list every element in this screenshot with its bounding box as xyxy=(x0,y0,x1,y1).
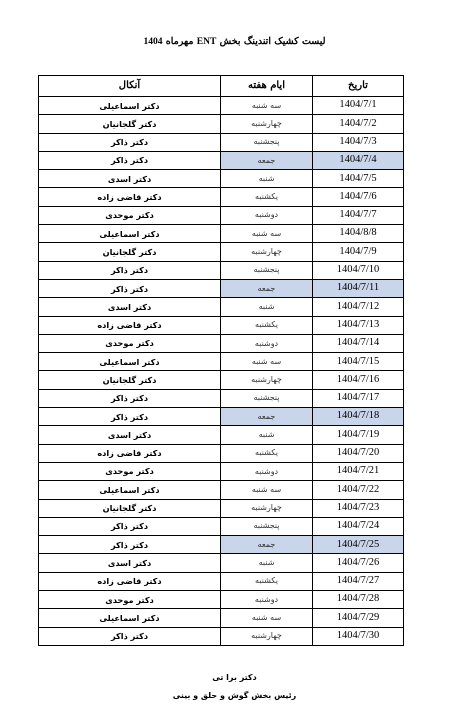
table-row xyxy=(39,97,404,115)
date-cell: 1404/7/29 xyxy=(313,609,404,627)
oncall-doctor-cell: دکتر قاضی زاده xyxy=(39,188,221,206)
oncall-doctor-cell: دکتر ذاکر xyxy=(39,261,221,279)
title-year: 1404 xyxy=(143,37,163,47)
header-weekday: ایام هفته xyxy=(221,76,313,97)
weekday-cell: سه شنبه xyxy=(221,97,313,115)
date-cell: 1404/7/25 xyxy=(313,536,404,554)
weekday-cell: چهارشنبه xyxy=(221,243,313,261)
oncall-doctor-cell: دکتر اسدی xyxy=(39,426,221,444)
table-row xyxy=(39,188,404,206)
weekday-cell: دوشنبه xyxy=(221,334,313,352)
date-cell: 1404/7/7 xyxy=(313,206,404,224)
weekday-cell: جمعه xyxy=(221,279,313,297)
oncall-doctor-cell: دکتر موحدی xyxy=(39,591,221,609)
weekday-cell: شنبه xyxy=(221,170,313,188)
table-row xyxy=(39,481,404,499)
oncall-doctor-cell: دکتر گلجانیان xyxy=(39,499,221,517)
date-cell: 1404/7/17 xyxy=(313,389,404,407)
oncall-schedule-table xyxy=(38,75,404,646)
oncall-doctor-cell: دکتر موحدی xyxy=(39,334,221,352)
weekday-cell: دوشنبه xyxy=(221,591,313,609)
oncall-doctor-cell: دکتر گلجانیان xyxy=(39,243,221,261)
date-cell: 1404/7/6 xyxy=(313,188,404,206)
date-cell: 1404/7/4 xyxy=(313,151,404,169)
weekday-cell: یکشنبه xyxy=(221,572,313,590)
table-row xyxy=(39,444,404,462)
title-month: مهرماه xyxy=(165,36,194,47)
title-prefix: لیست کشیک اتندینگ بخش xyxy=(219,36,326,47)
signer-name: دکتر برا تی xyxy=(212,673,257,682)
weekday-cell: پنجشنبه xyxy=(221,389,313,407)
weekday-cell: یکشنبه xyxy=(221,188,313,206)
table-row xyxy=(39,371,404,389)
oncall-doctor-cell: دکتر ذاکر xyxy=(39,151,221,169)
date-cell: 1404/8/8 xyxy=(313,225,404,243)
date-cell: 1404/7/19 xyxy=(313,426,404,444)
table-row xyxy=(39,316,404,334)
oncall-doctor-cell: دکتر ذاکر xyxy=(39,133,221,151)
oncall-doctor-cell: دکتر ذاکر xyxy=(39,389,221,407)
weekday-cell: سه شنبه xyxy=(221,353,313,371)
date-cell: 1404/7/30 xyxy=(313,627,404,645)
table-row xyxy=(39,517,404,535)
table-row xyxy=(39,225,404,243)
weekday-cell: دوشنبه xyxy=(221,462,313,480)
date-cell: 1404/7/13 xyxy=(313,316,404,334)
weekday-cell: چهارشنبه xyxy=(221,499,313,517)
oncall-doctor-cell: دکتر اسماعیلی xyxy=(39,353,221,371)
weekday-cell: چهارشنبه xyxy=(221,371,313,389)
weekday-cell: جمعه xyxy=(221,408,313,426)
weekday-cell: یکشنبه xyxy=(221,316,313,334)
oncall-doctor-cell: دکتر گلجانیان xyxy=(39,115,221,133)
table-row xyxy=(39,389,404,407)
oncall-doctor-cell: دکتر اسماعیلی xyxy=(39,225,221,243)
weekday-cell: شنبه xyxy=(221,554,313,572)
date-cell: 1404/7/2 xyxy=(313,115,404,133)
oncall-doctor-cell: دکتر ذاکر xyxy=(39,517,221,535)
table-row xyxy=(39,609,404,627)
table-row xyxy=(39,279,404,297)
weekday-cell: شنبه xyxy=(221,426,313,444)
date-cell: 1404/7/27 xyxy=(313,572,404,590)
table-row xyxy=(39,499,404,517)
table-row xyxy=(39,627,404,645)
weekday-cell: دوشنبه xyxy=(221,206,313,224)
table-row xyxy=(39,151,404,169)
page-title xyxy=(0,36,469,47)
table-row xyxy=(39,206,404,224)
oncall-doctor-cell: دکتر ذاکر xyxy=(39,627,221,645)
table-row xyxy=(39,170,404,188)
signer-role: رئیس بخش گوش و حلق و بینی xyxy=(172,691,297,700)
oncall-doctor-cell: دکتر موحدی xyxy=(39,206,221,224)
weekday-cell: پنجشنبه xyxy=(221,261,313,279)
table-row xyxy=(39,591,404,609)
table-row xyxy=(39,536,404,554)
weekday-cell: شنبه xyxy=(221,298,313,316)
date-cell: 1404/7/15 xyxy=(313,353,404,371)
table-row xyxy=(39,243,404,261)
table-row xyxy=(39,298,404,316)
table-row xyxy=(39,408,404,426)
weekday-cell: سه شنبه xyxy=(221,481,313,499)
oncall-doctor-cell: دکتر اسدی xyxy=(39,170,221,188)
weekday-cell: چهارشنبه xyxy=(221,627,313,645)
date-cell: 1404/7/5 xyxy=(313,170,404,188)
date-cell: 1404/7/3 xyxy=(313,133,404,151)
date-cell: 1404/7/10 xyxy=(313,261,404,279)
oncall-doctor-cell: دکتر ذاکر xyxy=(39,408,221,426)
date-cell: 1404/7/23 xyxy=(313,499,404,517)
date-cell: 1404/7/14 xyxy=(313,334,404,352)
date-cell: 1404/7/11 xyxy=(313,279,404,297)
table-row xyxy=(39,462,404,480)
weekday-cell: پنجشنبه xyxy=(221,517,313,535)
oncall-doctor-cell: دکتر اسماعیلی xyxy=(39,609,221,627)
weekday-cell: جمعه xyxy=(221,151,313,169)
date-cell: 1404/7/26 xyxy=(313,554,404,572)
header-oncall: آنکال xyxy=(39,76,221,97)
table-row xyxy=(39,115,404,133)
weekday-cell: یکشنبه xyxy=(221,444,313,462)
date-cell: 1404/7/24 xyxy=(313,517,404,535)
title-dept: ENT xyxy=(196,37,217,47)
oncall-doctor-cell: دکتر ذاکر xyxy=(39,279,221,297)
table-row xyxy=(39,334,404,352)
date-cell: 1404/7/21 xyxy=(313,462,404,480)
weekday-cell: چهارشنبه xyxy=(221,115,313,133)
date-cell: 1404/7/9 xyxy=(313,243,404,261)
oncall-doctor-cell: دکتر اسدی xyxy=(39,554,221,572)
table-row xyxy=(39,426,404,444)
header-date: تاریخ xyxy=(313,76,404,97)
date-cell: 1404/7/28 xyxy=(313,591,404,609)
table-header-row xyxy=(39,76,404,97)
weekday-cell: جمعه xyxy=(221,536,313,554)
oncall-doctor-cell: دکتر گلجانیان xyxy=(39,371,221,389)
oncall-doctor-cell: دکتر اسدی xyxy=(39,298,221,316)
date-cell: 1404/7/12 xyxy=(313,298,404,316)
date-cell: 1404/7/1 xyxy=(313,97,404,115)
date-cell: 1404/7/18 xyxy=(313,408,404,426)
date-cell: 1404/7/22 xyxy=(313,481,404,499)
date-cell: 1404/7/20 xyxy=(313,444,404,462)
oncall-doctor-cell: دکتر اسماعیلی xyxy=(39,481,221,499)
oncall-doctor-cell: دکتر اسماعیلی xyxy=(39,97,221,115)
weekday-cell: سه شنبه xyxy=(221,225,313,243)
oncall-doctor-cell: دکتر ذاکر xyxy=(39,536,221,554)
table-row xyxy=(39,353,404,371)
oncall-doctor-cell: دکتر قاضی زاده xyxy=(39,316,221,334)
table-row xyxy=(39,572,404,590)
oncall-doctor-cell: دکتر قاضی زاده xyxy=(39,444,221,462)
weekday-cell: سه شنبه xyxy=(221,609,313,627)
table-row xyxy=(39,133,404,151)
table-row xyxy=(39,261,404,279)
weekday-cell: پنجشنبه xyxy=(221,133,313,151)
oncall-doctor-cell: دکتر قاضی زاده xyxy=(39,572,221,590)
table-row xyxy=(39,554,404,572)
oncall-doctor-cell: دکتر موحدی xyxy=(39,462,221,480)
date-cell: 1404/7/16 xyxy=(313,371,404,389)
